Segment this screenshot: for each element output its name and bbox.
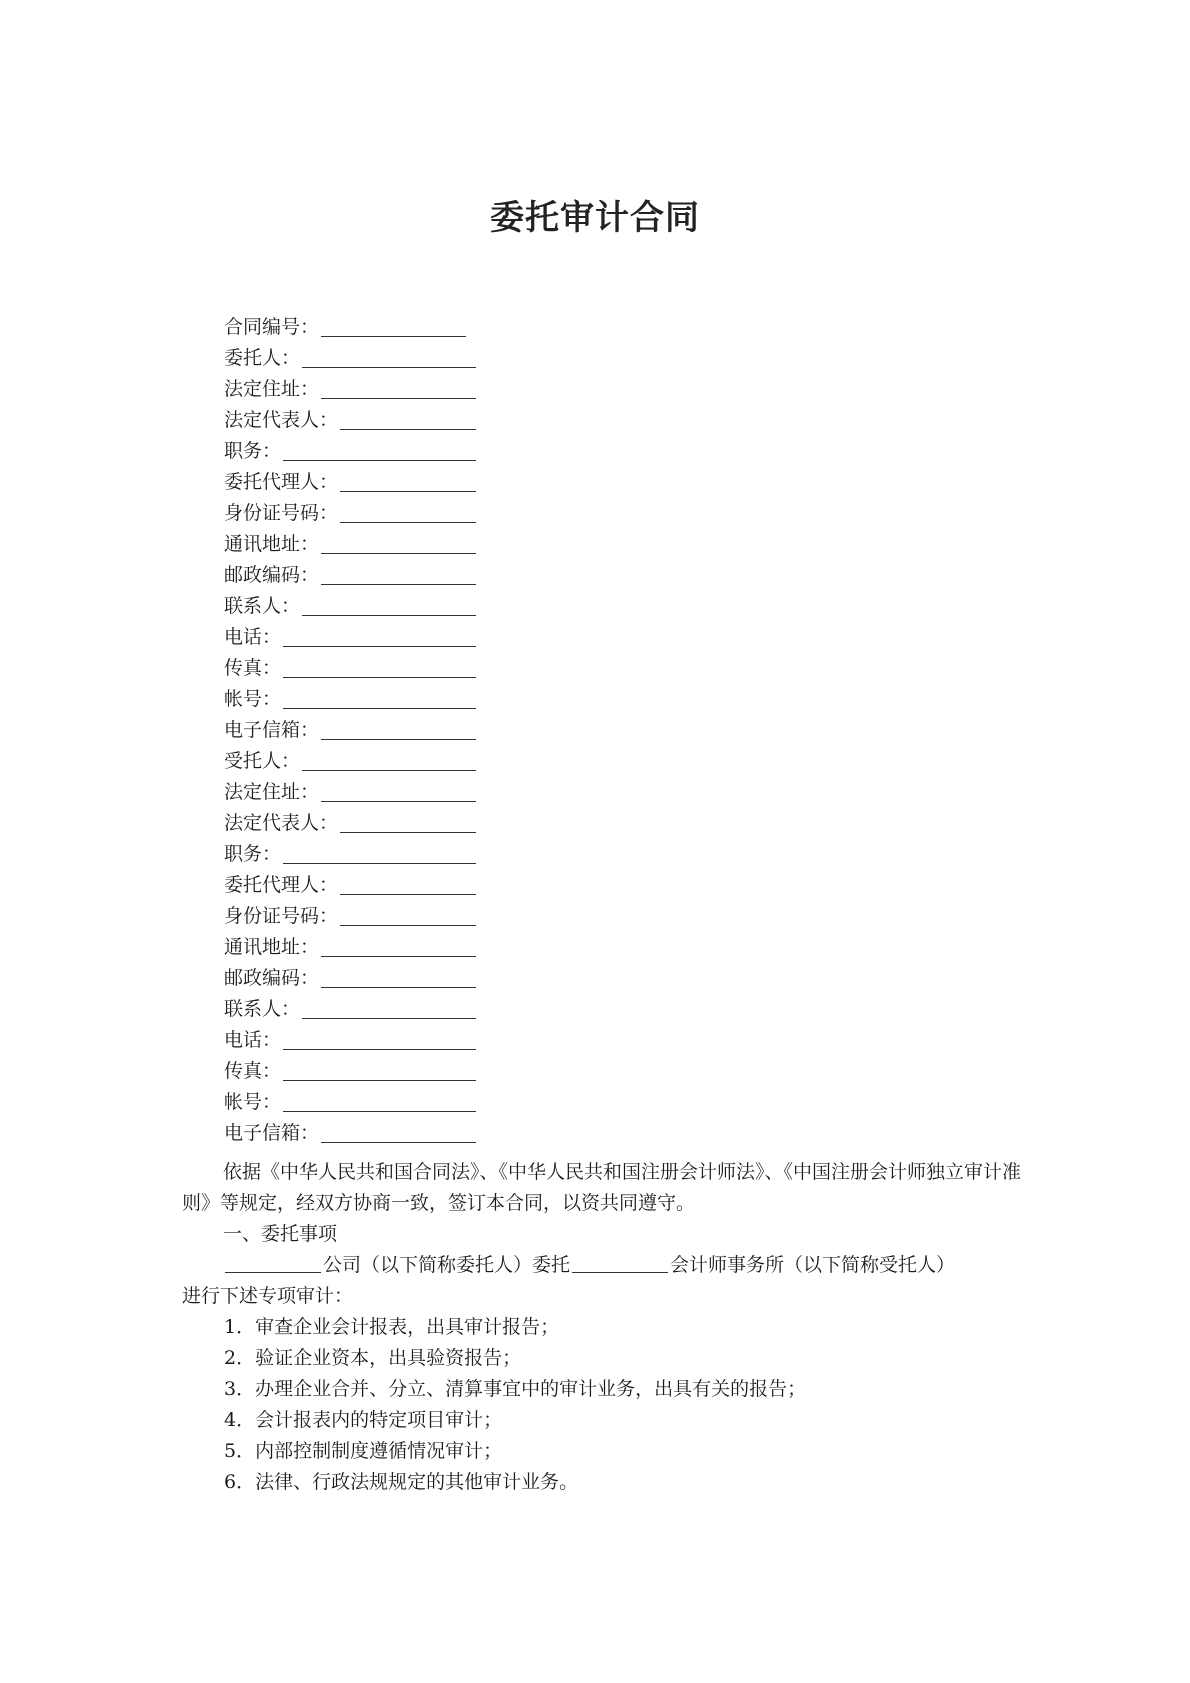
field-row xyxy=(224,1087,476,1118)
field-row xyxy=(224,839,476,870)
field-row xyxy=(224,560,476,591)
field-row xyxy=(224,374,476,405)
field-blank[interactable] xyxy=(283,440,476,461)
field-label: 电子信箱： xyxy=(224,1122,320,1144)
field-blank[interactable] xyxy=(321,564,476,585)
field-label: 身份证号码： xyxy=(224,905,339,927)
field-blank[interactable] xyxy=(302,998,476,1019)
field-blank[interactable] xyxy=(283,1091,476,1112)
field-label: 受托人： xyxy=(224,750,301,772)
field-label: 身份证号码： xyxy=(224,502,339,524)
section-heading: 一、委托事项 xyxy=(223,1223,338,1245)
field-blank[interactable] xyxy=(321,316,466,337)
document-title: 委托审计合同 xyxy=(490,198,700,238)
field-blank[interactable] xyxy=(321,936,476,957)
party-info-fields xyxy=(224,312,476,1149)
field-row xyxy=(224,1118,476,1149)
field-label: 委托人： xyxy=(224,347,301,369)
field-label: 法定代表人： xyxy=(224,812,339,834)
audit-item: 1．审查企业会计报表，出具审计报告； xyxy=(224,1316,560,1338)
field-row xyxy=(224,932,476,963)
field-row xyxy=(224,1025,476,1056)
field-row xyxy=(224,963,476,994)
field-blank[interactable] xyxy=(340,471,476,492)
field-blank[interactable] xyxy=(283,1029,476,1050)
field-label: 职务： xyxy=(224,843,282,865)
firm-blank xyxy=(572,1254,668,1273)
field-blank[interactable] xyxy=(302,347,476,368)
field-label: 职务： xyxy=(224,440,282,462)
field-label: 联系人： xyxy=(224,998,301,1020)
audit-item: 5．内部控制制度遵循情况审计； xyxy=(224,1440,503,1462)
field-blank[interactable] xyxy=(340,874,476,895)
field-label: 法定代表人： xyxy=(224,409,339,431)
field-blank[interactable] xyxy=(340,905,476,926)
field-row xyxy=(224,1056,476,1087)
field-label: 委托代理人： xyxy=(224,471,339,493)
section-intro xyxy=(182,1250,1022,1281)
field-blank[interactable] xyxy=(283,626,476,647)
field-row xyxy=(224,746,476,777)
field-blank[interactable] xyxy=(340,812,476,833)
audit-item: 3．办理企业合并、分立、清算事宜中的审计业务，出具有关的报告； xyxy=(224,1378,807,1400)
field-label: 电话： xyxy=(224,626,282,648)
field-blank[interactable] xyxy=(302,750,476,771)
field-label: 联系人： xyxy=(224,595,301,617)
field-blank[interactable] xyxy=(321,967,476,988)
field-blank[interactable] xyxy=(283,1060,476,1081)
field-row xyxy=(224,343,476,374)
field-row xyxy=(224,653,476,684)
field-row xyxy=(224,436,476,467)
field-blank[interactable] xyxy=(321,533,476,554)
basis-paragraph: 依据《中华人民共和国合同法》、《中华人民共和国注册会计师法》、《中国注册会计师独立审计准则》等规定，经双方协商一致，签订本合同，以资共同遵守。 xyxy=(182,1161,1022,1214)
field-row xyxy=(224,901,476,932)
field-label: 委托代理人： xyxy=(224,874,339,896)
intro-part2: 会计师事务所（以下简称受托人） xyxy=(670,1254,956,1276)
audit-items-list xyxy=(182,1312,1022,1498)
field-label: 传真： xyxy=(224,657,282,679)
field-row xyxy=(224,498,476,529)
field-row xyxy=(224,994,476,1025)
field-blank[interactable] xyxy=(302,595,476,616)
field-row xyxy=(224,529,476,560)
field-row xyxy=(224,591,476,622)
field-blank[interactable] xyxy=(321,719,476,740)
field-row xyxy=(224,467,476,498)
field-row xyxy=(224,622,476,653)
field-row xyxy=(224,808,476,839)
company-blank xyxy=(225,1254,321,1273)
contract-body xyxy=(182,1157,1022,1498)
field-blank[interactable] xyxy=(283,657,476,678)
audit-item: 6．法律、行政法规规定的其他审计业务。 xyxy=(224,1471,579,1493)
field-label: 传真： xyxy=(224,1060,282,1082)
field-row xyxy=(224,405,476,436)
field-blank[interactable] xyxy=(321,781,476,802)
field-label: 帐号： xyxy=(224,1091,282,1113)
field-row xyxy=(224,777,476,808)
field-blank[interactable] xyxy=(340,409,476,430)
field-blank[interactable] xyxy=(283,843,476,864)
field-label: 邮政编码： xyxy=(224,564,320,586)
field-row xyxy=(224,684,476,715)
intro-part1: 公司（以下简称委托人）委托 xyxy=(323,1254,571,1276)
field-label: 通讯地址： xyxy=(224,936,320,958)
field-label: 帐号： xyxy=(224,688,282,710)
field-blank[interactable] xyxy=(283,688,476,709)
audit-item: 2．验证企业资本，出具验资报告； xyxy=(224,1347,522,1369)
field-blank[interactable] xyxy=(321,378,476,399)
field-label: 电子信箱： xyxy=(224,719,320,741)
audit-item: 4．会计报表内的特定项目审计； xyxy=(224,1409,503,1431)
field-label: 电话： xyxy=(224,1029,282,1051)
field-row xyxy=(224,312,476,343)
field-label: 法定住址： xyxy=(224,781,320,803)
field-blank[interactable] xyxy=(340,502,476,523)
section-intro-continued: 进行下述专项审计： xyxy=(182,1285,354,1307)
field-label: 合同编号： xyxy=(224,316,320,338)
field-label: 法定住址： xyxy=(224,378,320,400)
field-label: 通讯地址： xyxy=(224,533,320,555)
field-label: 邮政编码： xyxy=(224,967,320,989)
field-blank[interactable] xyxy=(321,1122,476,1143)
field-row xyxy=(224,715,476,746)
field-row xyxy=(224,870,476,901)
